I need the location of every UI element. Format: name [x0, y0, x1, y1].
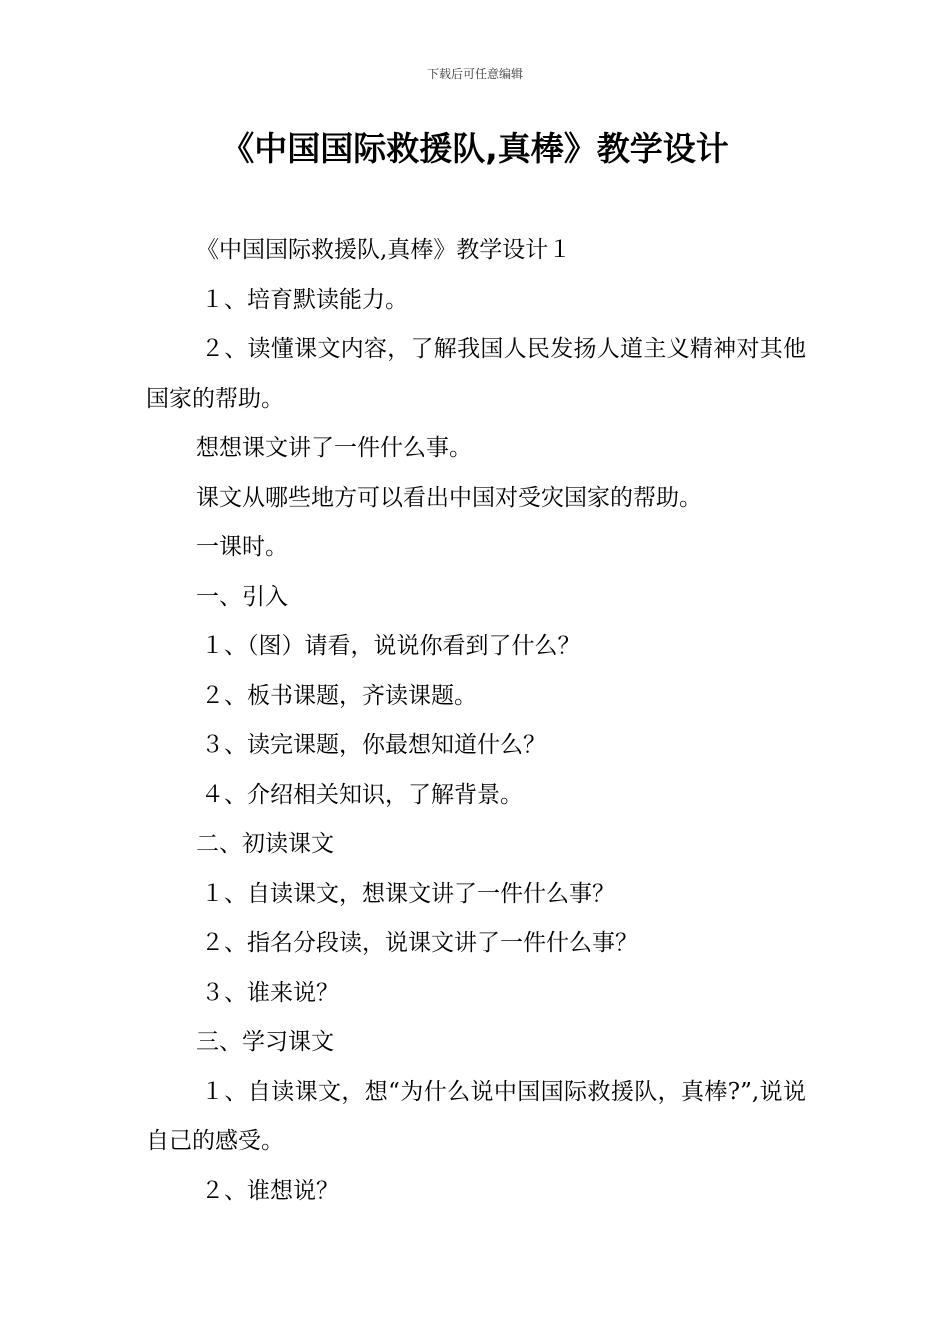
list-item: １、自读课文，想课文讲了一件什么事？	[201, 880, 615, 907]
list-item: １、（图）请看，说说你看到了什么？	[201, 633, 581, 659]
paragraph-lesson-time: 一课时。	[196, 534, 288, 560]
paragraph-goal-2: ２、读懂课文内容，了解我国人民发扬人道主义精神对其他国家的帮助。	[146, 336, 806, 412]
list-item: ３、读完课题，你最想知道什么？	[201, 732, 546, 758]
paragraph-goal-1: １、培育默读能力。	[201, 286, 408, 313]
list-item: ２、板书课题，齐读课题。	[201, 682, 477, 709]
list-item: ２、指名分段读，说课文讲了一件什么事？	[201, 930, 638, 956]
document-body	[146, 226, 806, 1216]
paragraph-subtitle: 《中国国际救援队,真棒》教学设计１	[196, 237, 572, 263]
list-item: ４、介绍相关知识，了解背景。	[201, 781, 523, 808]
list-item: ３、谁来说？	[201, 979, 339, 1006]
section-heading-study: 三、学习课文	[196, 1029, 334, 1055]
list-item: ２、谁想说？	[201, 1177, 339, 1204]
paragraph-key-point: 想想课文讲了一件什么事。	[196, 435, 472, 461]
document-title: 《中国国际救援队,真棒》教学设计	[221, 129, 729, 168]
section-heading-first-reading: 二、初读课文	[196, 831, 334, 857]
paragraph-difficult-point: 课文从哪些地方可以看出中国对受灾国家的帮助。	[196, 484, 702, 511]
header-note: 下载后可任意编辑	[426, 67, 523, 81]
list-item: １、自读课文，想“为什么说中国国际救援队，真棒?”,说说自己的感受。	[146, 1078, 806, 1154]
section-heading-intro: 一、引入	[196, 583, 288, 610]
